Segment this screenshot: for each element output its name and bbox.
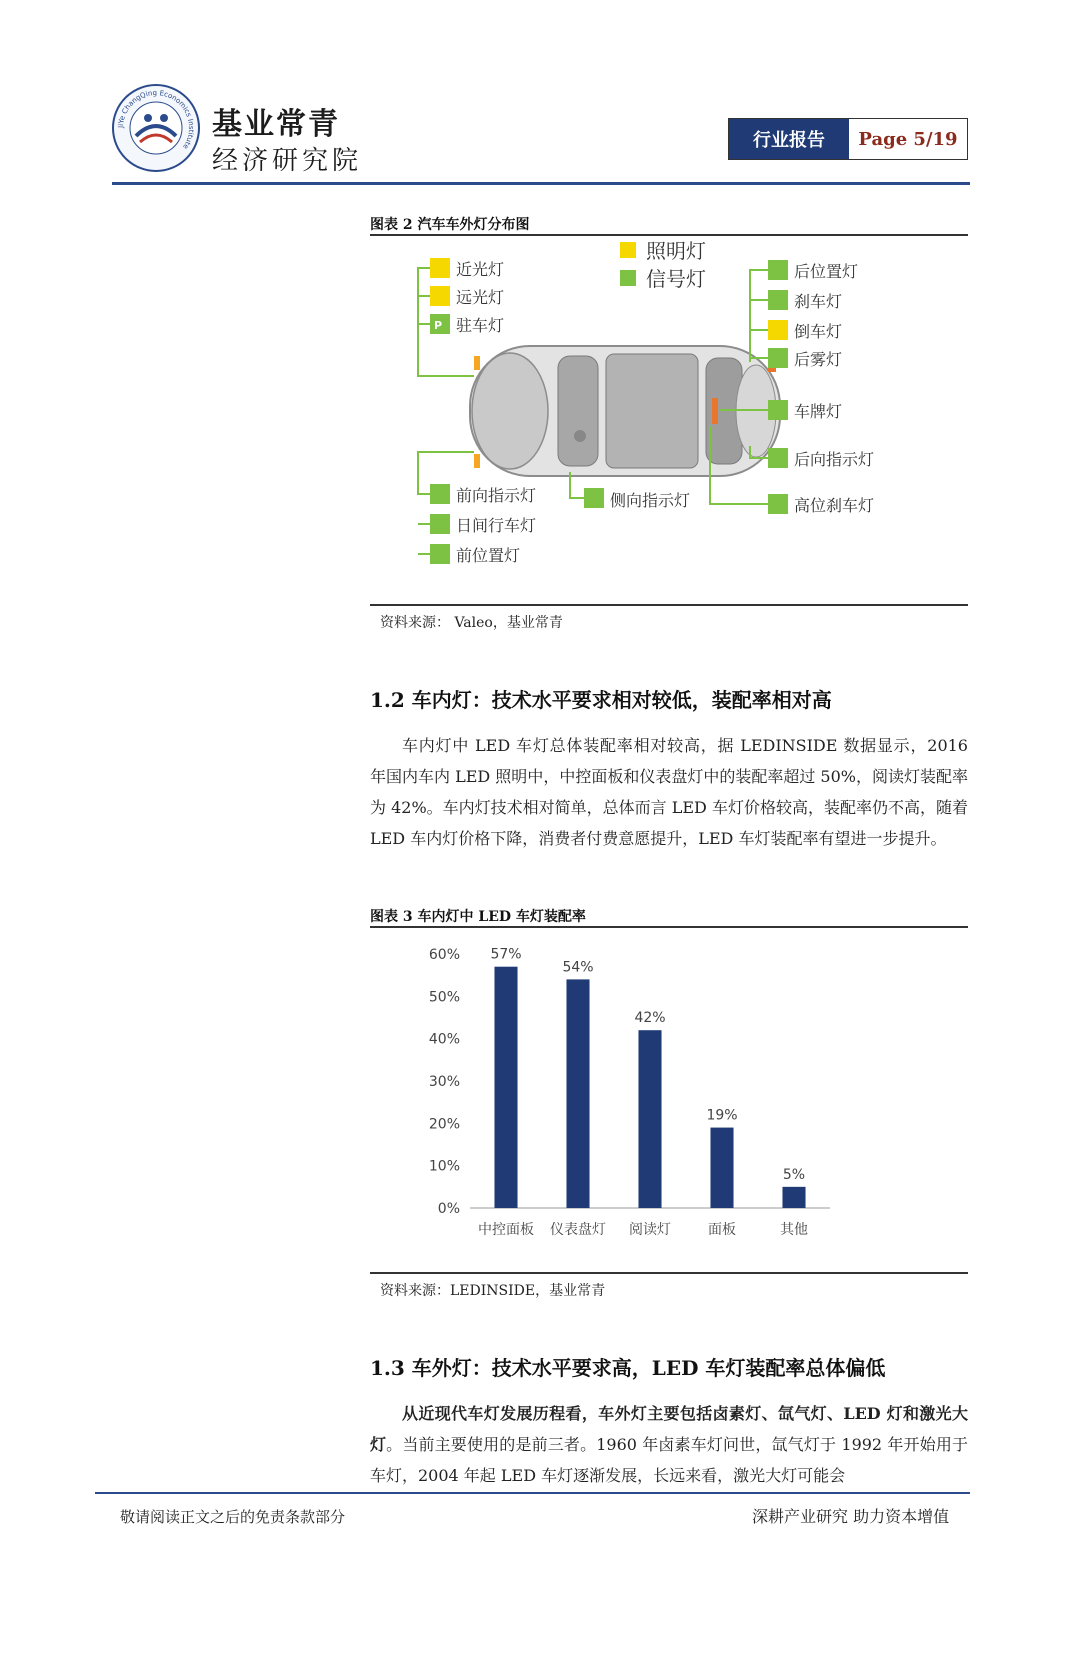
bar-value-label: 5% (782, 1166, 806, 1183)
legend-label-lighting: 照明灯 (646, 239, 706, 263)
y-tick-label: 60% (428, 947, 460, 963)
section13-heading: 1.3 车外灯：技术水平要求高，LED 车灯装配率总体偏低 (370, 1356, 886, 1380)
car-light-diagram (370, 236, 968, 606)
bar (638, 1030, 661, 1208)
x-tick-label: 仪表盘灯 (550, 1222, 606, 1238)
label-rear-indicator: 后向指示灯 (794, 450, 875, 469)
legend-swatch-signal (620, 270, 636, 286)
legend-label-signal: 信号灯 (646, 267, 706, 291)
label-front-indicator: 前向指示灯 (456, 486, 537, 505)
label-daytime-running: 日间行车灯 (456, 516, 537, 535)
side-indicator-icon (584, 488, 604, 508)
right-signal-labels (768, 260, 874, 515)
bar (566, 979, 589, 1208)
footer-divider (95, 1492, 970, 1494)
x-tick-label: 其他 (780, 1222, 808, 1238)
label-rear-fog: 后雾灯 (794, 350, 843, 369)
x-tick-label: 阅读灯 (629, 1222, 671, 1238)
y-tick-label: 0% (437, 1201, 460, 1217)
section12-paragraph: 车内灯中 LED 车灯总体装配率相对较高，据 LEDINSIDE 数据显示，2016 年国内车内 LED 照明中，中控面板和仪表盘灯中的装配率超过 50%，阅读灯装配率为 42%。车内灯技术相对简单，总体而言 LED 车灯价格较高，装配率仍不高，随着 LED 车内灯价格下降，消费者付费意愿提升，LED 车灯装配率有望进一步提升。 (370, 736, 968, 848)
figure3-title: 图表 3 车内灯中 LED 车灯装配率 (370, 909, 586, 925)
logo-emblem-icon (114, 86, 198, 170)
bar-value-label: 57% (490, 946, 522, 963)
label-high-brake: 高位刹车灯 (794, 496, 875, 515)
figure3-top-rule (370, 926, 968, 928)
x-tick-label: 面板 (708, 1222, 736, 1238)
bar-value-label: 54% (562, 959, 594, 976)
header-divider (112, 182, 970, 185)
left-signal-labels (430, 484, 536, 565)
page-number: Page 5/19 (858, 128, 958, 150)
label-parking-light: 驻车灯 (456, 316, 505, 335)
svg-text:JiYe ChangQing Economics Insti: JiYe ChangQing Economics Institute (116, 88, 196, 151)
y-tick-label: 50% (428, 989, 460, 1006)
label-front-position: 前位置灯 (456, 546, 521, 565)
y-tick-label: 20% (428, 1116, 460, 1133)
section13-paragraph-rest: 。当前主要使用的是前三者。1960 年卤素车灯问世，氙气灯于 1992 年开始用于车灯，2004 年起 LED 车灯逐渐发展，长远来看，激光大灯可能会 (370, 1435, 968, 1485)
figure2-bottom-rule (370, 604, 968, 606)
report-type: 行业报告 (729, 119, 849, 159)
figure2-title: 图表 2 汽车车外灯分布图 (370, 217, 530, 233)
y-tick-label: 40% (428, 1031, 460, 1048)
org-name-line1: 基业常青 (212, 107, 340, 142)
section13-paragraph-bold: 从近现代车灯发展历程看，车外灯主要包括卤素灯、氙气灯、LED 灯和激光大灯 (370, 1404, 968, 1454)
figure2-source: 资料来源： Valeo，基业常青 (380, 615, 563, 631)
bar (494, 967, 517, 1208)
section13-paragraph (370, 1398, 968, 1491)
figure3-source: 资料来源：LEDINSIDE，基业常青 (380, 1283, 606, 1299)
led-penetration-bar-chart (370, 930, 968, 1240)
header-badge (728, 118, 968, 160)
label-rear-position: 后位置灯 (794, 262, 859, 281)
label-reverse-light: 倒车灯 (794, 322, 843, 341)
label-side-indicator: 侧向指示灯 (610, 491, 691, 510)
section12-heading: 1.2 车内灯：技术水平要求相对较低，装配率相对高 (370, 688, 832, 712)
bar (710, 1128, 733, 1208)
label-high-beam: 远光灯 (456, 288, 505, 307)
legend-swatch-lighting (620, 242, 636, 258)
figure3-bottom-rule (370, 1272, 968, 1274)
y-tick-label: 30% (428, 1074, 460, 1090)
x-tick-label: 中控面板 (478, 1222, 534, 1238)
bar (782, 1187, 805, 1208)
org-name-line2: 经济研究院 (212, 146, 363, 176)
bar-value-label: 42% (634, 1010, 666, 1027)
label-brake-light: 刹车灯 (794, 292, 843, 311)
footer-slogan: 深耕产业研究 助力资本增值 (752, 1507, 950, 1526)
parking-badge: P (434, 319, 443, 332)
footer-disclaimer: 敬请阅读正文之后的免责条款部分 (120, 1508, 346, 1526)
org-name (212, 107, 363, 176)
bar-value-label: 19% (706, 1107, 738, 1124)
left-lighting-labels (430, 258, 504, 335)
label-plate-light: 车牌灯 (794, 402, 843, 421)
logo (112, 84, 200, 172)
label-low-beam: 近光灯 (456, 260, 505, 279)
y-tick-label: 10% (428, 1158, 460, 1175)
